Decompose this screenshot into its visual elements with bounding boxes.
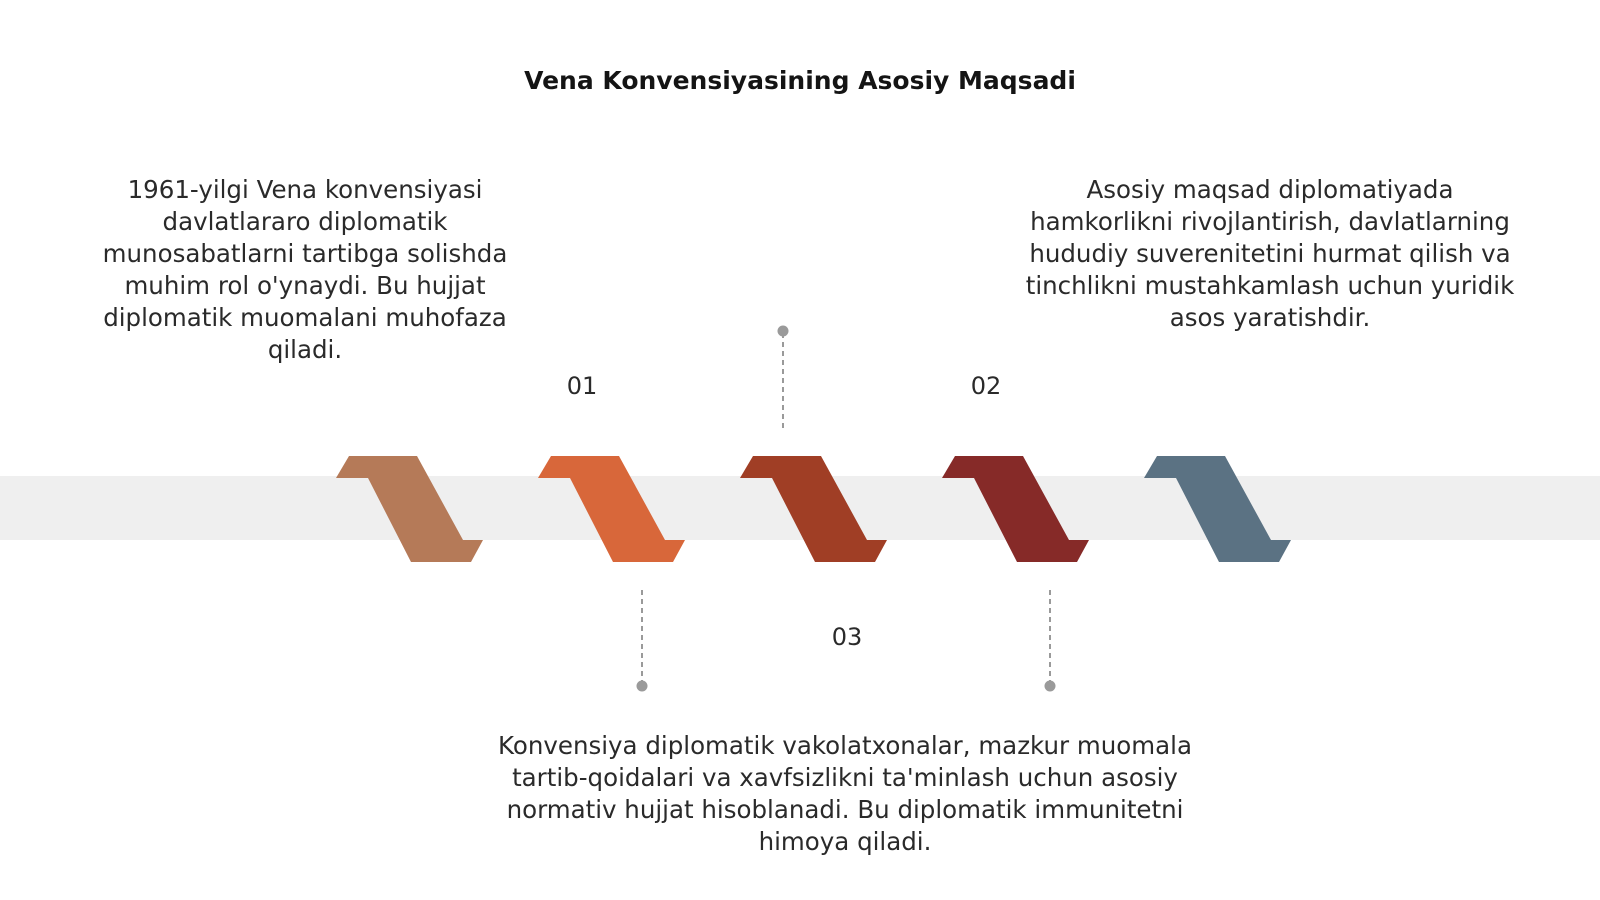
chevron-shape-5	[1144, 456, 1291, 562]
step-3-text: Konvensiya diplomatik vakolatxonalar, mazkur muomala tartib-qoidalari va xavfsizlikni ta'minlash uchun asosiy normativ hujjat hisoblanadi. Bu diplomatik immunitetni himoya qiladi.	[498, 731, 1192, 856]
page-title: Vena Konvensiyasining Asosiy Maqsadi	[524, 66, 1076, 95]
step-1-text: 1961-yilgi Vena konvensiyasi davlatlararo diplomatik munosabatlarni tartibga solishda muhim rol o'ynaydi. Bu hujjat diplomatik muomalani muhofaza qiladi.	[102, 175, 508, 364]
chevron-shape-4	[942, 456, 1089, 562]
chevron-shape-2	[538, 456, 685, 562]
step-1-number: 01	[566, 372, 598, 400]
step-3-number: 03	[831, 623, 863, 651]
connector-top-dot	[778, 326, 789, 337]
connector-top	[778, 326, 789, 429]
chevron-shape-1	[336, 456, 483, 562]
step-2-text: Asosiy maqsad diplomatiyada hamkorlikni rivojlantirish, davlatlarning hududiy suverenitetini hurmat qilish va tinchlikni mustahkamlash uchun yuridik asos yaratishdir.	[1025, 175, 1515, 332]
chevron-shape-3	[740, 456, 887, 562]
connector-bottom-left	[637, 590, 648, 692]
step-2-number: 02	[970, 372, 1002, 400]
connector-bottom-right-dot	[1045, 681, 1056, 692]
connector-bottom-right	[1045, 590, 1056, 692]
connector-bottom-left-dot	[637, 681, 648, 692]
